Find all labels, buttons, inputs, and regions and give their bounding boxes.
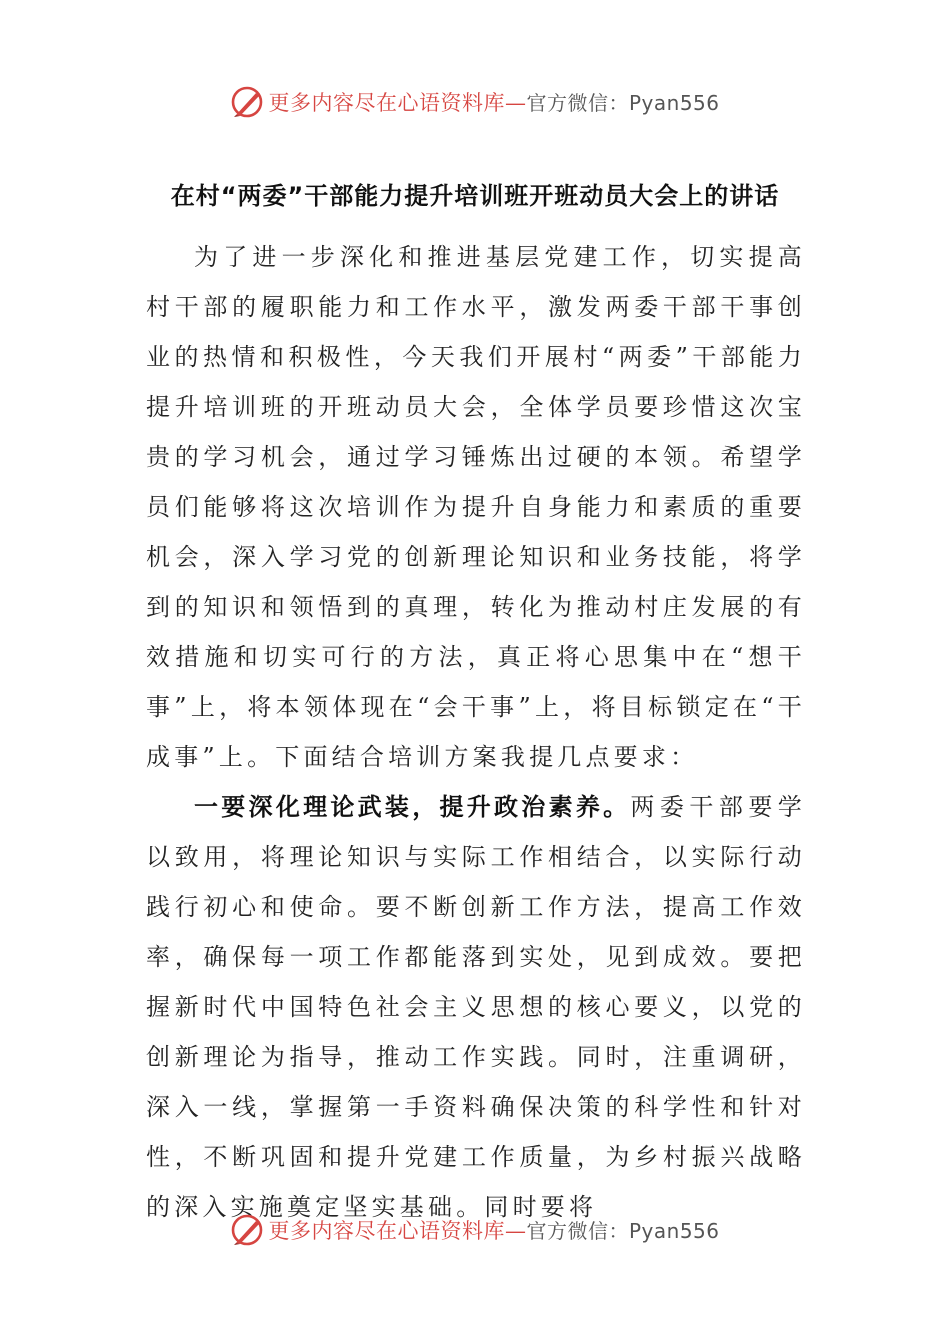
banner-wechat-label: 官方微信： bbox=[526, 91, 629, 115]
banner-wechat-id: Pyan556 bbox=[628, 1219, 720, 1243]
banner-main-text: 更多内容尽在心语资料库— bbox=[268, 91, 527, 115]
pen-logo-icon bbox=[230, 1213, 264, 1247]
paragraph bbox=[146, 232, 806, 782]
banner-wechat-label: 官方微信： bbox=[526, 1219, 629, 1243]
banner-main-text: 更多内容尽在心语资料库— bbox=[268, 1219, 527, 1243]
paragraph-text: 两委干部要学以致用，将理论知识与实际工作相结合，以实际行动践行初心和使命。要不断创新工作方法，提高工作效率，确保每一项工作都能落到实处，见到成效。要把握新时代中国特色社会主义思想的核心要义，以党的创新理论为指导，推动工作实践。同时，注重调研，深入一线，掌握第一手资料确保决策的科学性和针对性，不断巩固和提升党建工作质量，为乡村振兴战略的深入实施奠定坚实基础。同时要将 bbox=[146, 793, 807, 1221]
paragraph bbox=[146, 782, 806, 1232]
document-body bbox=[146, 232, 806, 1232]
document-title: 在村“两委”干部能力提升培训班开班动员大会上的讲话 bbox=[170, 182, 780, 210]
header-watermark bbox=[0, 80, 950, 124]
paragraph-lead: 一要深化理论武装，提升政治素养。 bbox=[194, 793, 631, 821]
footer-watermark bbox=[0, 1208, 950, 1252]
pen-logo-icon bbox=[230, 85, 264, 119]
paragraph-text: 为了进一步深化和推进基层党建工作，切实提高村干部的履职能力和工作水平，激发两委干部干事创业的热情和积极性，今天我们开展村“两委”干部能力提升培训班的开班动员大会，全体学员要珍惜这次宝贵的学习机会，通过学习锤炼出过硬的本领。希望学员们能够将这次培训作为提升自身能力和素质的重要机会，深入学习党的创新理论知识和业务技能，将学到的知识和领悟到的真理，转化为推动村庄发展的有效措施和切实可行的方法，真正将心思集中在“想干事”上，将本领体现在“会干事”上，将目标锁定在“干成事”上。下面结合培训方案我提几点要求： bbox=[146, 243, 806, 771]
banner-wechat-id: Pyan556 bbox=[628, 91, 720, 115]
